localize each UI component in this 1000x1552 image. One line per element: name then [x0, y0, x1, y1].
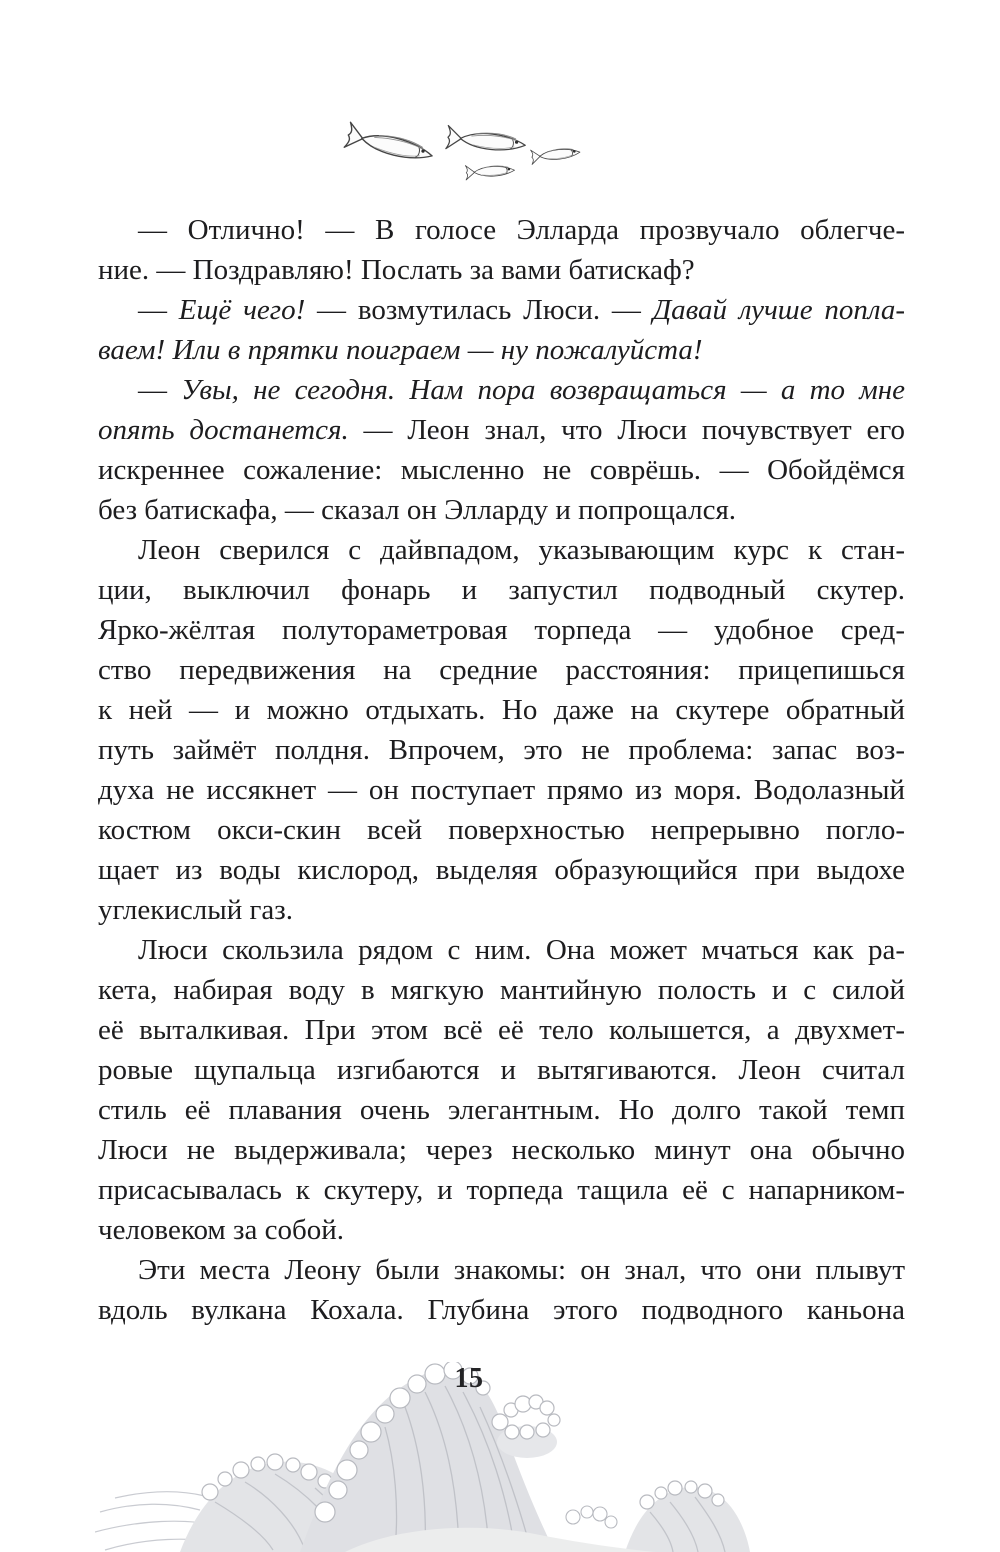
text-segment: ции, выключил фонарь и запустил подводный скутер.: [98, 574, 905, 606]
text-segment: —: [138, 374, 182, 406]
text-segment: духа не иссякнет — он поступает прямо из моря. Водолазный: [98, 774, 905, 806]
wave-crest-right: [625, 1481, 750, 1552]
page-text: [98, 210, 905, 1330]
text-line: [98, 490, 905, 530]
italic-text-segment: опять достанется.: [98, 414, 349, 446]
text-line: [98, 290, 905, 330]
text-line: [98, 730, 905, 770]
fish-icon: [465, 163, 515, 180]
text-segment: искреннее сожаление: мысленно не соврёшь. — Обойдёмся: [98, 454, 905, 486]
text-segment: ние. — Поздравляю! Послать за вами батискаф?: [98, 254, 695, 286]
fish-icon: [531, 145, 581, 164]
text-segment: присасывалась к скутеру, и торпеда тащила её с напарником-: [98, 1174, 905, 1206]
fish-school-illustration: [343, 110, 591, 192]
text-segment: без батискафа, — сказал он Элларду и попрощался.: [98, 494, 737, 526]
page-number: 15: [454, 1363, 484, 1394]
text-segment: — возмутилась Люси. —: [305, 294, 653, 326]
text-segment: углекислый газ.: [98, 894, 293, 926]
text-segment: Леон сверился с дайвпадом, указывающим курс к стан-: [138, 534, 905, 566]
italic-text-segment: Увы, не сегодня. Нам пора возвращаться — а то мне: [181, 374, 906, 406]
text-segment: её выталкивая. При этом всё её тело колышется, а двухмет-: [98, 1014, 905, 1046]
text-segment: — Леон знал, что Люси почувствует его: [348, 414, 905, 446]
text-line: [98, 1050, 905, 1090]
text-line: [98, 890, 905, 930]
fish-icon: [446, 126, 527, 157]
italic-text-segment: ваем! Или в прятки поиграем — ну пожалуйста!: [98, 334, 703, 366]
text-line: [98, 1210, 905, 1250]
text-line: [98, 250, 905, 290]
text-line: [98, 810, 905, 850]
text-line: [98, 410, 905, 450]
text-segment: путь займёт полдня. Впрочем, это не проблема: запас воз-: [98, 734, 905, 766]
text-segment: —: [138, 294, 179, 326]
text-line: [98, 1010, 905, 1050]
text-line: [98, 330, 905, 370]
fish-icon: [344, 122, 435, 168]
text-segment: Эти места Леону были знакомы: он знал, что они плывут: [138, 1254, 905, 1286]
text-line: [98, 1130, 905, 1170]
text-segment: Люси не выдерживала; через несколько минут она обычно: [98, 1134, 905, 1166]
text-line: [98, 1090, 905, 1130]
text-segment: кета, набирая воду в мягкую мантийную полость и с силой: [98, 974, 905, 1006]
text-segment: Люси скользила рядом с ним. Она может мчаться как ра-: [138, 934, 905, 966]
text-line: [98, 770, 905, 810]
text-segment: ровые щупальца изгибаются и вытягиваются. Леон считал: [98, 1054, 905, 1086]
text-segment: Ярко-жёлтая полутораметровая торпеда — удобное сред-: [98, 614, 905, 646]
text-segment: стиль её плавания очень элегантным. Но долго такой темп: [98, 1094, 905, 1126]
italic-text-segment: Ещё чего!: [178, 294, 306, 326]
text-line: [98, 650, 905, 690]
text-line: [98, 690, 905, 730]
text-line: [98, 370, 905, 410]
text-segment: — Отлично! — В голосе Элларда прозвучало облегче-: [138, 214, 905, 246]
text-line: [98, 1170, 905, 1210]
text-line: [98, 570, 905, 610]
text-line: [98, 930, 905, 970]
text-line: [98, 530, 905, 570]
text-line: [98, 970, 905, 1010]
text-segment: костюм окси-скин всей поверхностью непрерывно погло-: [98, 814, 905, 846]
text-segment: вдоль вулкана Кохала. Глубина этого подводного каньона: [98, 1294, 905, 1326]
text-line: [98, 610, 905, 650]
italic-text-segment: Давай лучше попла-: [652, 294, 906, 326]
text-line: [98, 1290, 905, 1330]
text-line: [98, 450, 905, 490]
text-line: [98, 210, 905, 250]
text-segment: к ней — и можно отдыхать. Но даже на скутере обратный: [98, 694, 905, 726]
text-segment: щает из воды кислород, выделяя образующийся при выдохе: [98, 854, 905, 886]
text-line: [98, 1250, 905, 1290]
text-line: [98, 850, 905, 890]
text-segment: ство передвижения на средние расстояния: прицепишься: [98, 654, 905, 686]
fish-school-svg: [343, 110, 591, 192]
text-segment: человеком за собой.: [98, 1214, 344, 1246]
